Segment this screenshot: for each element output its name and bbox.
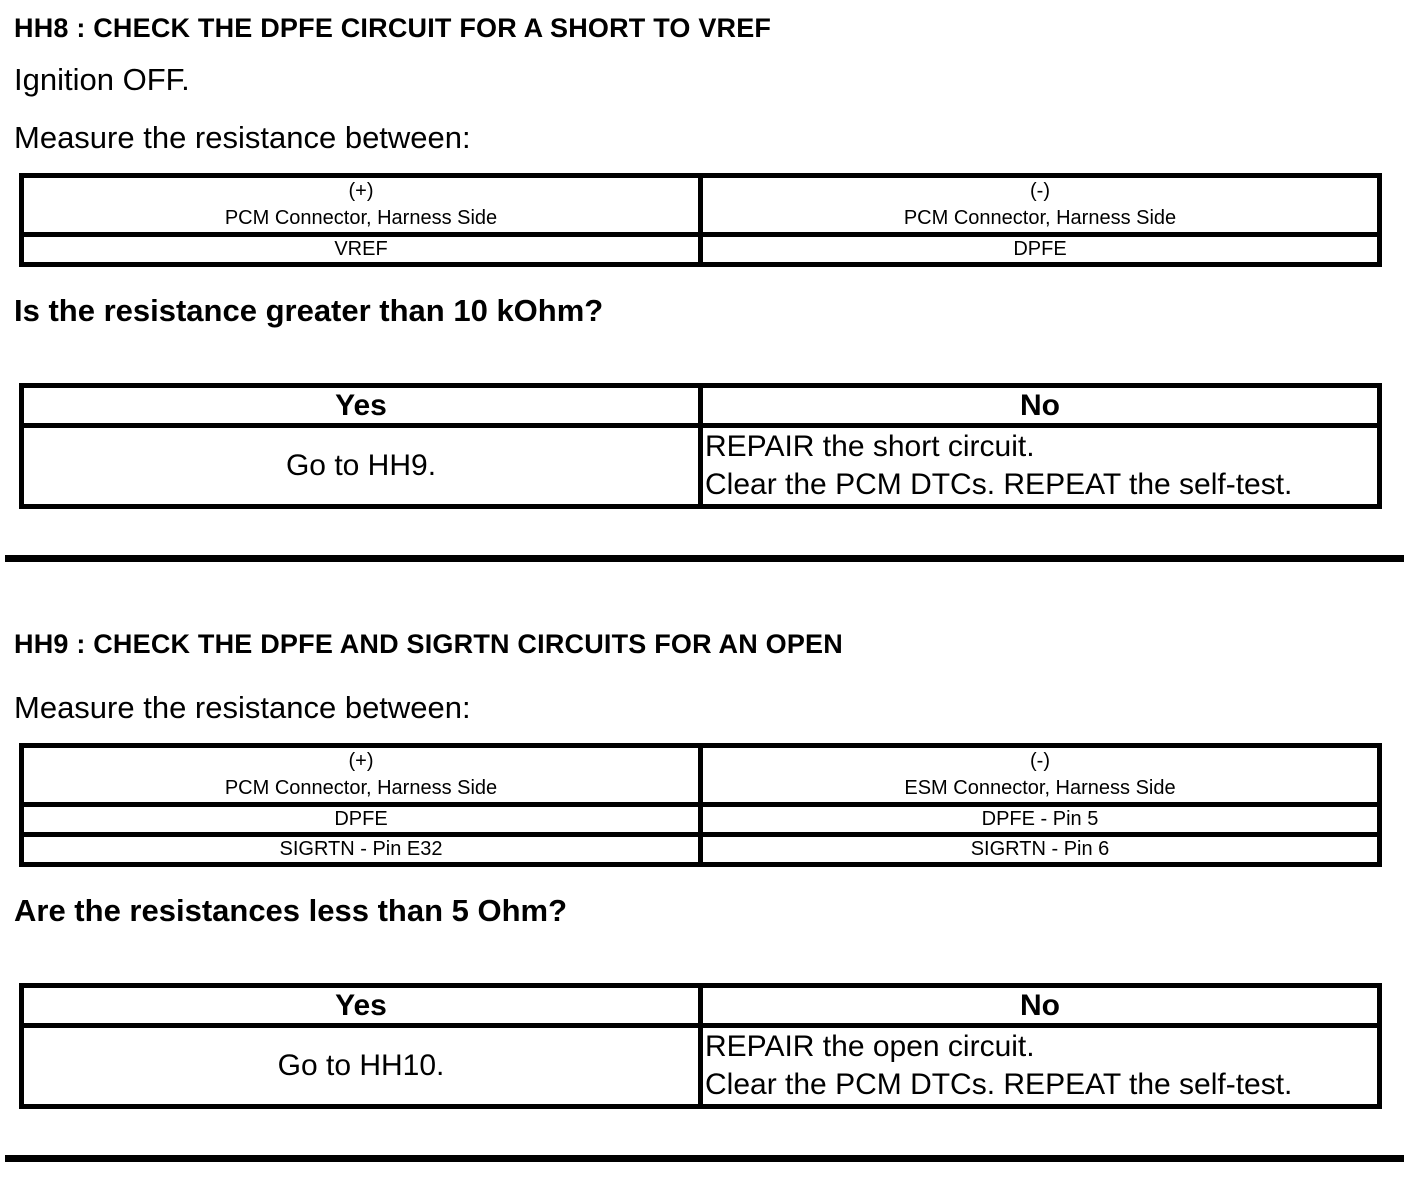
step-hh9-title: HH9 : CHECK THE DPFE AND SIGRTN CIRCUITS FOR AN OPEN — [14, 629, 843, 659]
polarity-label: (+) — [348, 180, 374, 202]
table-header-row — [22, 986, 1380, 1026]
pin-cell: DPFE — [22, 805, 701, 835]
table-row — [22, 805, 1380, 835]
test-step-hh9-section — [14, 630, 1408, 1109]
page-bottom-rule — [5, 1155, 1404, 1162]
pin-cell: DPFE — [701, 235, 1380, 265]
yes-column-header: Yes — [22, 386, 701, 426]
yes-action-cell: Go to HH10. — [22, 1026, 701, 1107]
pin-cell: SIGRTN - Pin E32 — [22, 835, 701, 865]
table-header-row — [22, 386, 1380, 426]
yes-column-header: Yes — [22, 986, 701, 1026]
no-action-line: REPAIR the short circuit. — [705, 430, 1035, 463]
instruction-measure-resistance: Measure the resistance between: — [14, 690, 471, 725]
table-row — [22, 1026, 1380, 1107]
pin-cell: SIGRTN - Pin 6 — [701, 835, 1380, 865]
polarity-label: (+) — [348, 750, 374, 772]
table-header-row — [22, 176, 1380, 235]
table-row — [22, 835, 1380, 865]
positive-lead-header — [22, 176, 701, 235]
hh9-question: Are the resistances less than 5 Ohm? — [14, 893, 568, 928]
no-action-cell — [701, 426, 1380, 507]
hh9-decision-table — [19, 983, 1382, 1109]
pin-cell: DPFE - Pin 5 — [701, 805, 1380, 835]
negative-lead-header — [701, 176, 1380, 235]
no-column-header: No — [701, 386, 1380, 426]
table-header-row — [22, 746, 1380, 805]
connector-label: ESM Connector, Harness Side — [904, 777, 1176, 799]
polarity-label: (-) — [1030, 180, 1050, 202]
hh8-measurement-table — [19, 173, 1382, 267]
connector-label: PCM Connector, Harness Side — [224, 207, 498, 229]
no-action-line: Clear the PCM DTCs. REPEAT the self-test. — [705, 468, 1293, 501]
table-row — [22, 426, 1380, 507]
section-divider-rule — [5, 555, 1404, 562]
hh9-measurement-table — [19, 743, 1382, 867]
table-row — [22, 235, 1380, 265]
pin-cell: VREF — [22, 235, 701, 265]
connector-label: PCM Connector, Harness Side — [224, 777, 498, 799]
yes-action-cell: Go to HH9. — [22, 426, 701, 507]
polarity-label: (-) — [1030, 750, 1050, 772]
connector-label: PCM Connector, Harness Side — [903, 207, 1177, 229]
no-action-cell — [701, 1026, 1380, 1107]
step-hh8-title: HH8 : CHECK THE DPFE CIRCUIT FOR A SHORT TO VREF — [14, 13, 772, 43]
positive-lead-header — [22, 746, 701, 805]
instruction-measure-resistance: Measure the resistance between: — [14, 120, 471, 155]
instruction-ignition-off: Ignition OFF. — [14, 62, 190, 97]
hh8-question: Is the resistance greater than 10 kOhm? — [14, 293, 604, 328]
no-action-line: REPAIR the open circuit. — [705, 1030, 1035, 1063]
negative-lead-header — [701, 746, 1380, 805]
hh8-decision-table — [19, 383, 1382, 509]
no-column-header: No — [701, 986, 1380, 1026]
no-action-line: Clear the PCM DTCs. REPEAT the self-test. — [705, 1068, 1293, 1101]
test-step-hh8-section — [14, 14, 1408, 509]
